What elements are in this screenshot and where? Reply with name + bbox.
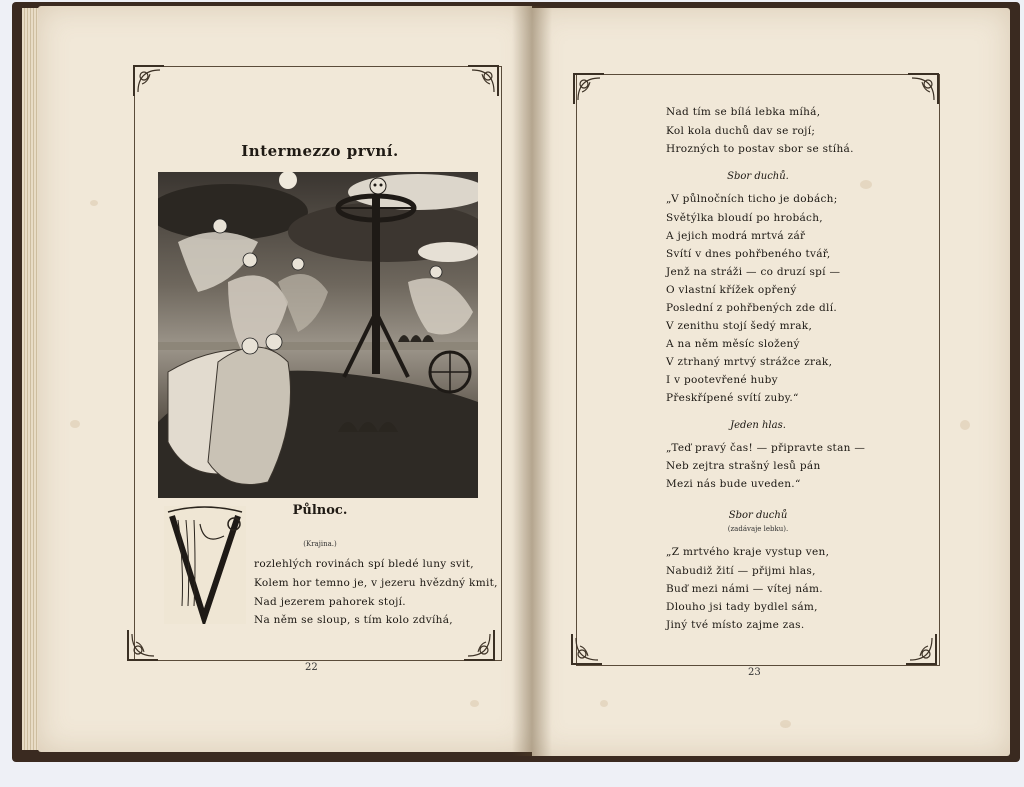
corner-ornament-icon	[466, 64, 500, 98]
poem-line: Poslední z pohřbených zde dlí.	[666, 302, 837, 314]
corner-ornament-icon	[132, 64, 166, 98]
engraving-illustration	[158, 172, 478, 498]
poem-line: „Z mrtvého kraje vystup ven,	[666, 546, 830, 558]
corner-ornament-icon	[570, 632, 604, 666]
page-number: 23	[748, 667, 761, 678]
corner-ornament-icon	[904, 632, 938, 666]
chapter-title: Intermezzo první.	[241, 142, 399, 160]
poem-line: Na něm se sloup, s tím kolo zdvíhá,	[254, 614, 453, 626]
poem-line: O vlastní křížek opřený	[666, 284, 797, 296]
drop-cap-letter: V	[204, 576, 206, 577]
right-page-border	[576, 74, 940, 666]
poem-line: Svítí v dnes pohřbeného tvář,	[666, 248, 831, 260]
stage-direction: (zadávaje lebku).	[727, 525, 789, 533]
decorated-initial-letter	[164, 506, 246, 624]
speaker-heading: Sbor duchů.	[727, 171, 789, 182]
page-number: 22	[305, 662, 318, 673]
foxing-spot	[960, 420, 970, 430]
stage-direction: (Krajina.)	[303, 540, 337, 548]
poem-line: Jiný tvé místo zajme zas.	[666, 619, 805, 631]
poem-line: V zenithu stojí šedý mrak,	[666, 320, 813, 332]
poem-line: Hrozných to postav sbor se stíhá.	[666, 143, 854, 155]
poem-line: rozlehlých rovinách spí bledé luny svit,	[254, 558, 474, 570]
poem-line: A jejich modrá mrtvá zář	[666, 230, 806, 242]
corner-ornament-icon	[126, 628, 160, 662]
poem-line: Dlouho jsi tady bydlel sám,	[666, 601, 818, 613]
foxing-spot	[780, 720, 791, 728]
poem-line: Mezi nás bude uveden.“	[666, 478, 801, 490]
poem-line: Kolem hor temno je, v jezeru hvězdný kmit,	[254, 577, 498, 589]
foxing-spot	[70, 420, 80, 428]
poem-line: Nad jezerem pahorek stojí.	[254, 596, 406, 608]
poem-line: „Teď pravý čas! — připravte stan —	[666, 442, 866, 454]
poem-line: Světýlka bloudí po hrobách,	[666, 212, 823, 224]
poem-line: „V půlnočních ticho je dobách;	[666, 193, 838, 205]
foxing-spot	[90, 200, 98, 206]
foxing-spot	[470, 700, 479, 707]
foxing-spot	[600, 700, 608, 707]
corner-ornament-icon	[462, 628, 496, 662]
poem-line: Neb zejtra strašný lesů pán	[666, 460, 821, 472]
book-gutter	[512, 6, 552, 756]
poem-line: Buď mezi námi — vítej nám.	[666, 583, 823, 595]
poem-line: Přeskřípené svítí zuby.“	[666, 392, 799, 404]
speaker-heading: Jeden hlas.	[730, 420, 786, 431]
poem-line: I v pootevřené huby	[666, 374, 778, 386]
corner-ornament-icon	[906, 72, 940, 106]
speaker-heading: Sbor duchů	[728, 510, 788, 521]
poem-line: A na něm měsíc složený	[666, 338, 800, 350]
poem-line: Jenž na stráži — co druzí spí —	[666, 266, 841, 278]
poem-line: Nabudiž žití — přijmi hlas,	[666, 565, 816, 577]
poem-line: Kol kola duchů dav se rojí;	[666, 125, 816, 137]
corner-ornament-icon	[572, 72, 606, 106]
poem-line: V ztrhaný mrtvý strážce zrak,	[666, 356, 833, 368]
poem-line: Nad tím se bílá lebka míhá,	[666, 106, 821, 118]
section-title: Půlnoc.	[292, 503, 348, 518]
